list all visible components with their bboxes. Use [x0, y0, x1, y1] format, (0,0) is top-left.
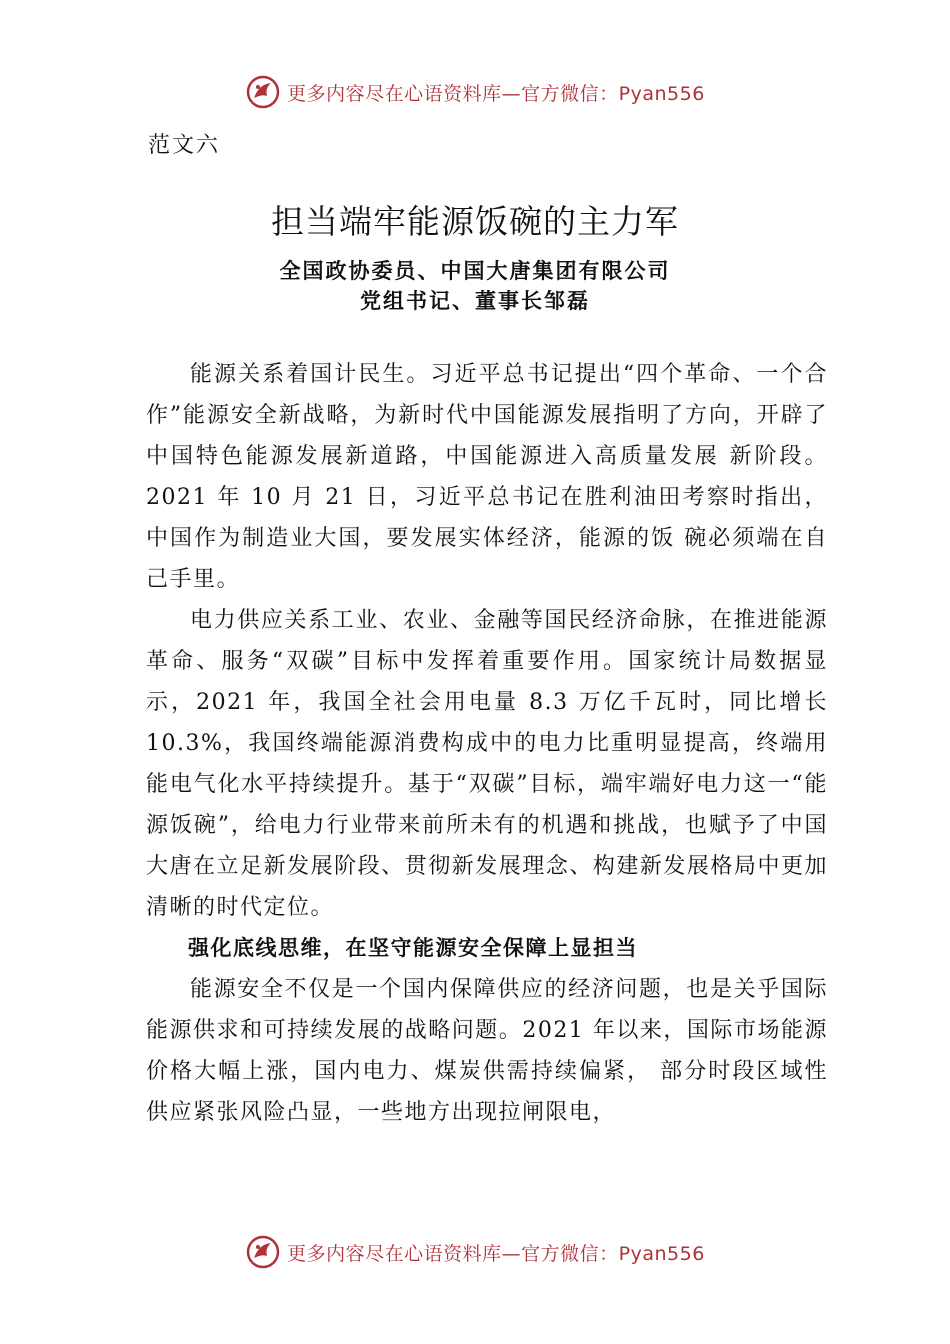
watermark-text: 更多内容尽在心语资料库—官方微信：Pyan556 — [287, 1242, 705, 1265]
header-watermark — [0, 72, 950, 112]
author-line-1: 全国政协委员、中国大唐集团有限公司 — [279, 259, 671, 283]
article-body — [146, 354, 828, 1133]
footer-watermark — [0, 1232, 950, 1272]
paragraph: 能源安全不仅是一个国内保障供应的经济问题，也是关乎国际能源供求和可持续发展的战略问题。2021 年以来，国际市场能源价格大幅上涨，国内电力、煤炭供需持续偏紧， 部分时段区域性供应紧张风险凸显，一些地方出现拉闸限电， — [146, 977, 828, 1125]
logo-seal-icon — [245, 1234, 281, 1270]
section-label: 范文六 — [148, 133, 221, 158]
paragraph: 能源关系着国计民生。习近平总书记提出“四个革命、一个合作”能源安全新战略，为新时代中国能源发展指明了方向，开辟了中国特色能源发展新道路，中国能源进入高质量发展 新阶段。2021 年 10 月 21 日，习近平总书记在胜利油田考察时指出，中国作为制造业大国，要发展实体经济，能源的饭 碗必须端在自己手里。 — [146, 362, 828, 592]
paragraph: 电力供应关系工业、农业、金融等国民经济命脉，在推进能源革命、服务“双碳”目标中发挥着重要作用。国家统计局数据显示，2021 年，我国全社会用电量 8.3 万亿千瓦时，同比增长 10.3%，我国终端能源消费构成中的电力比重明显提高，终端用能电气化水平持续提升。基于“双碳”目标，端牢端好电力这一“能源饭碗”，给电力行业带来前所未有的机遇和挑战，也赋予了中国大唐在立足新发展阶段、贯彻新发展理念、构建新发展格局中更加清晰的时代定位。 — [146, 608, 828, 920]
page-title: 担当端牢能源饭碗的主力军 — [271, 202, 679, 241]
author-line-2: 党组书记、董事长邹磊 — [360, 289, 590, 313]
watermark-text: 更多内容尽在心语资料库—官方微信：Pyan556 — [287, 82, 705, 105]
logo-seal-icon — [245, 74, 281, 110]
author-block — [0, 256, 950, 316]
section-heading: 强化底线思维，在坚守能源安全保障上显担当 — [188, 936, 638, 960]
